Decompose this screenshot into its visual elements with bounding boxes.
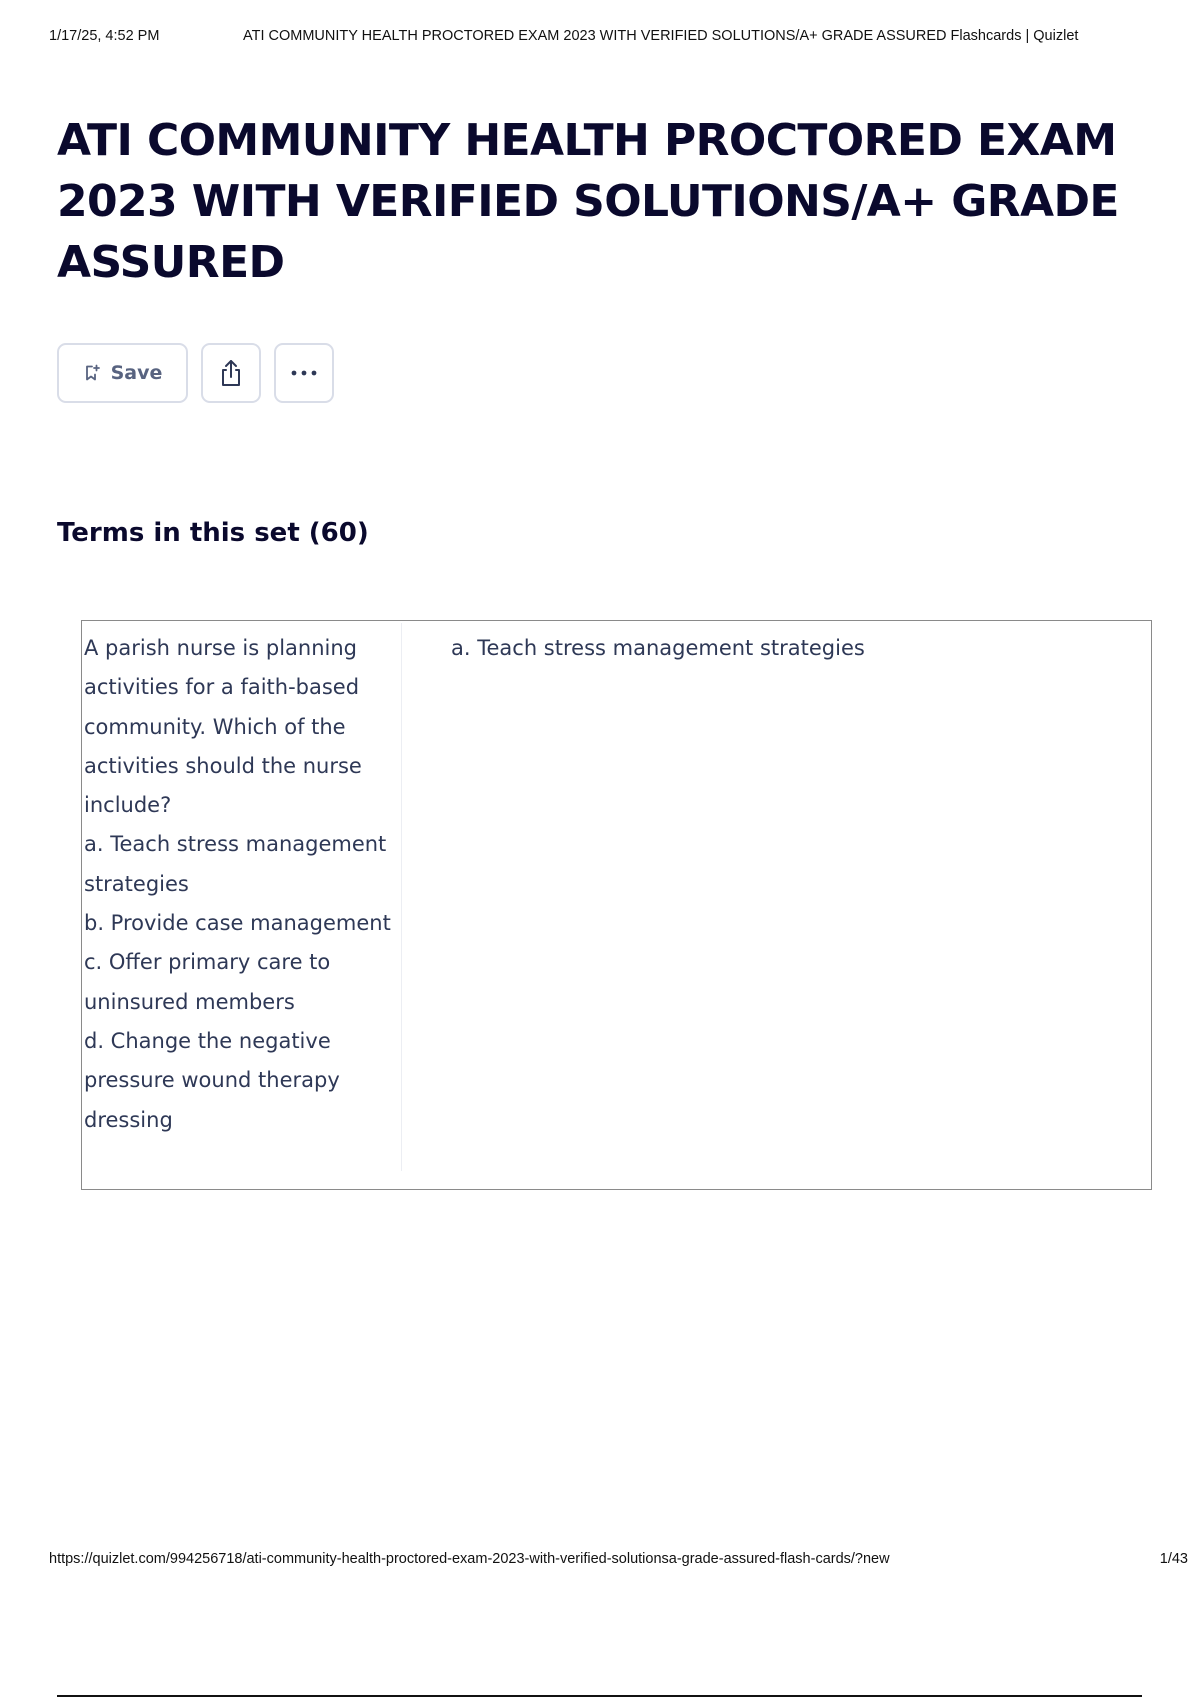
print-datetime: 1/17/25, 4:52 PM bbox=[49, 28, 160, 44]
share-button[interactable] bbox=[201, 343, 261, 403]
bookmark-add-icon bbox=[83, 364, 101, 382]
more-horizontal-icon bbox=[290, 369, 318, 377]
flashcard-row[interactable] bbox=[81, 620, 1152, 1190]
card-term bbox=[84, 629, 394, 1140]
term-option-c: c. Offer primary care to uninsured members bbox=[84, 950, 331, 1014]
term-option-a: a. Teach stress management strategies bbox=[84, 832, 387, 896]
share-icon bbox=[217, 358, 245, 388]
terms-heading: Terms in this set (60) bbox=[57, 518, 369, 548]
save-button-label: Save bbox=[110, 362, 163, 384]
print-document-title: ATI COMMUNITY HEALTH PROCTORED EXAM 2023 WITH VERIFIED SOLUTIONS/A+ GRADE ASSURED Flashcards | Quizlet bbox=[243, 28, 1079, 44]
card-definition: a. Teach stress management strategies bbox=[451, 636, 865, 660]
term-option-d: d. Change the negative pressure wound therapy dressing bbox=[84, 1028, 340, 1132]
print-url: https://quizlet.com/994256718/ati-community-health-proctored-exam-2023-with-verified-solutionsa-grade-assured-flash-cards/?new bbox=[49, 1551, 890, 1567]
term-option-b: b. Provide case management bbox=[84, 911, 391, 936]
more-options-button[interactable] bbox=[274, 343, 334, 403]
card-divider bbox=[401, 623, 402, 1171]
page-number: 1/43 bbox=[1159, 1551, 1188, 1567]
term-question: A parish nurse is planning activities for a faith-based community. Which of the activities should the nurse include? bbox=[84, 636, 362, 818]
bottom-rule bbox=[57, 1695, 1142, 1697]
page-title: ATI COMMUNITY HEALTH PROCTORED EXAM 2023 WITH VERIFIED SOLUTIONS/A+ GRADE ASSURED bbox=[57, 115, 1119, 288]
set-actions bbox=[57, 343, 334, 403]
save-button[interactable] bbox=[57, 343, 188, 403]
